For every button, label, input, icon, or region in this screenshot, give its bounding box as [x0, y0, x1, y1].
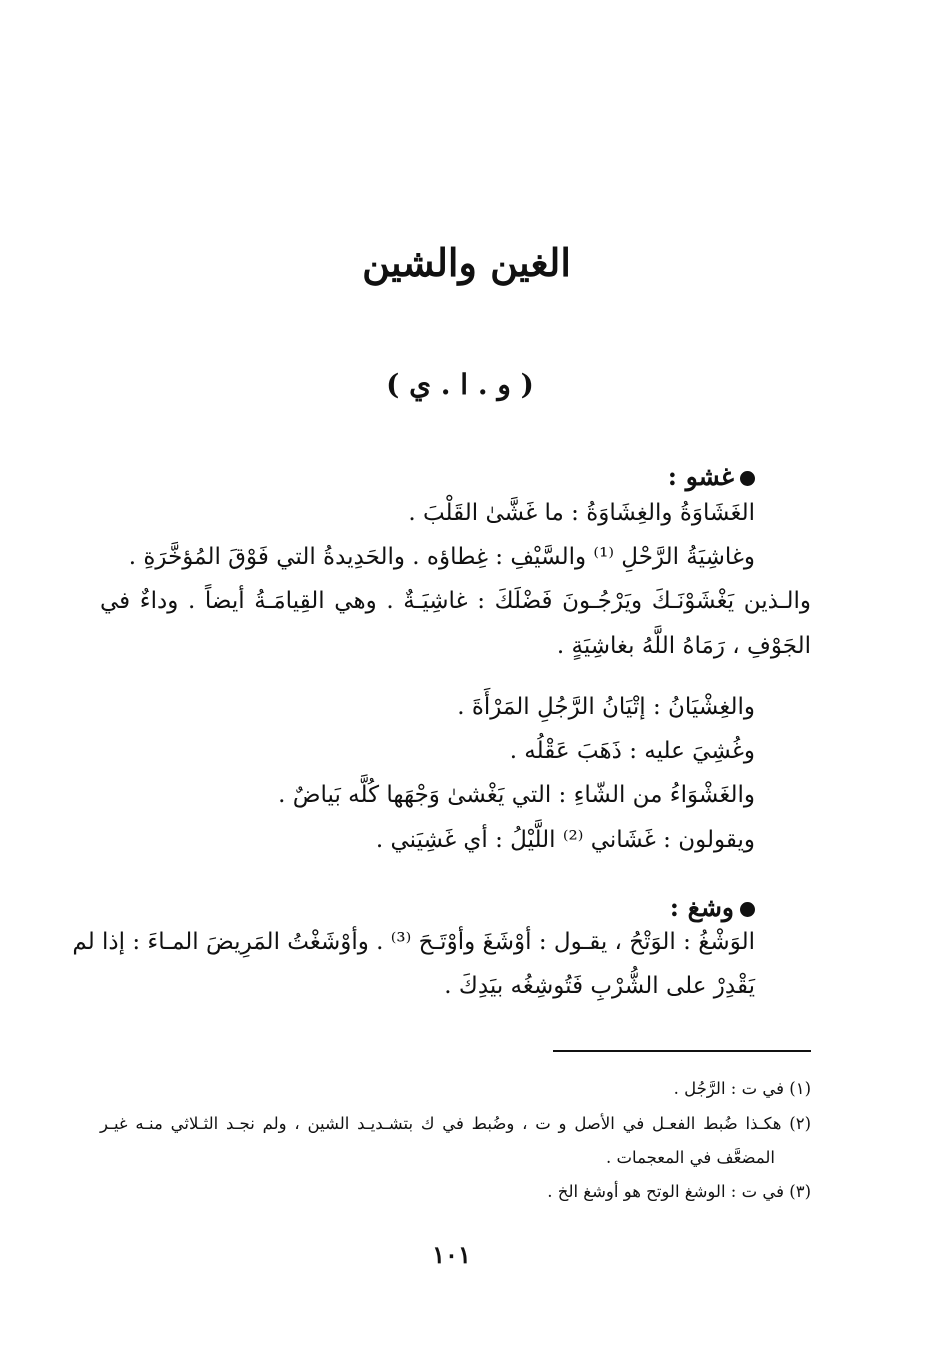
text-line: يَقْدِرْ على الشُّرْبِ فَتُوشِغُه بيَدِكَ . — [444, 973, 755, 999]
footnote: (٣) في ت : الوشغ الوتح هو أوشغ الخ . — [547, 1182, 811, 1201]
text-line: وغاشِيَةُ الرَّحْلِ ⁽¹⁾ والسَّيْفِ : غِطاؤه . والحَدِيدةُ التي فَوْقَ المُؤخَّرَةِ . — [128, 544, 755, 570]
text-line: والـذين يَغْشَوْنَـكَ ويَرْجُـونَ فَضْلَكَ : غاشِيَـةٌ . وهي القِيامَـةُ أيضاً . وداءٌ في — [100, 588, 811, 614]
text-line: الجَوْفِ ، رَمَاهُ اللَّهُ بغاشِيَةٍ . — [556, 633, 811, 659]
entry-heading-text: وشغ : — [669, 893, 734, 922]
bullet-icon — [740, 471, 755, 486]
footnote-separator — [553, 1050, 811, 1052]
text-line: الغَشَاوَةُ والغِشَاوَةُ : ما غَشَّىٰ القَلْبَ . — [408, 500, 755, 526]
bullet-icon — [740, 902, 755, 917]
text-line: والغِشْيَانُ : إتْيَانُ الرَّجُلِ المَرْأَةَ . — [457, 694, 755, 720]
entry-heading-text: غشو : — [667, 462, 734, 491]
footnote: (٢) هكـذا ضُبط الفعـل في الأصل و ت ، وضُبط في ك بتشـديـد الشين ، ولم نجـد الثـلاثي منـه غيـر — [100, 1114, 811, 1133]
footnote-continuation: المضعَّف في المعجمات . — [606, 1148, 775, 1167]
text-line: ويقولون : غَشَاني ⁽²⁾ اللَّيْلُ : أي غَشِيَني . — [375, 827, 755, 853]
entry-heading-ghashw — [668, 462, 755, 491]
text-line: وغُشِيَ عليه : ذَهَبَ عَقْلُه . — [509, 738, 755, 764]
text-line: والغَشْوَاءُ من الشّاءِ : التي يَغْشىٰ وَجْهَها كُلَّه بَياضٌ . — [278, 782, 755, 808]
page-number: ١٠١ — [432, 1240, 471, 1269]
text-line: الوَشْغُ : الوَتْحُ ، يقـول : أوْشَغَ وأوْتَـحَ ⁽³⁾ . وأوْشَغْتُ المَرِيضَ المـاءَ : إذا لم — [72, 929, 755, 955]
chapter-title: الغين والشين — [362, 240, 571, 285]
root-heading: ( و . ا . ي ) — [386, 368, 534, 401]
entry-heading-washgh — [670, 893, 755, 922]
footnote: (١) في ت : الرَّجُل . — [673, 1079, 811, 1098]
